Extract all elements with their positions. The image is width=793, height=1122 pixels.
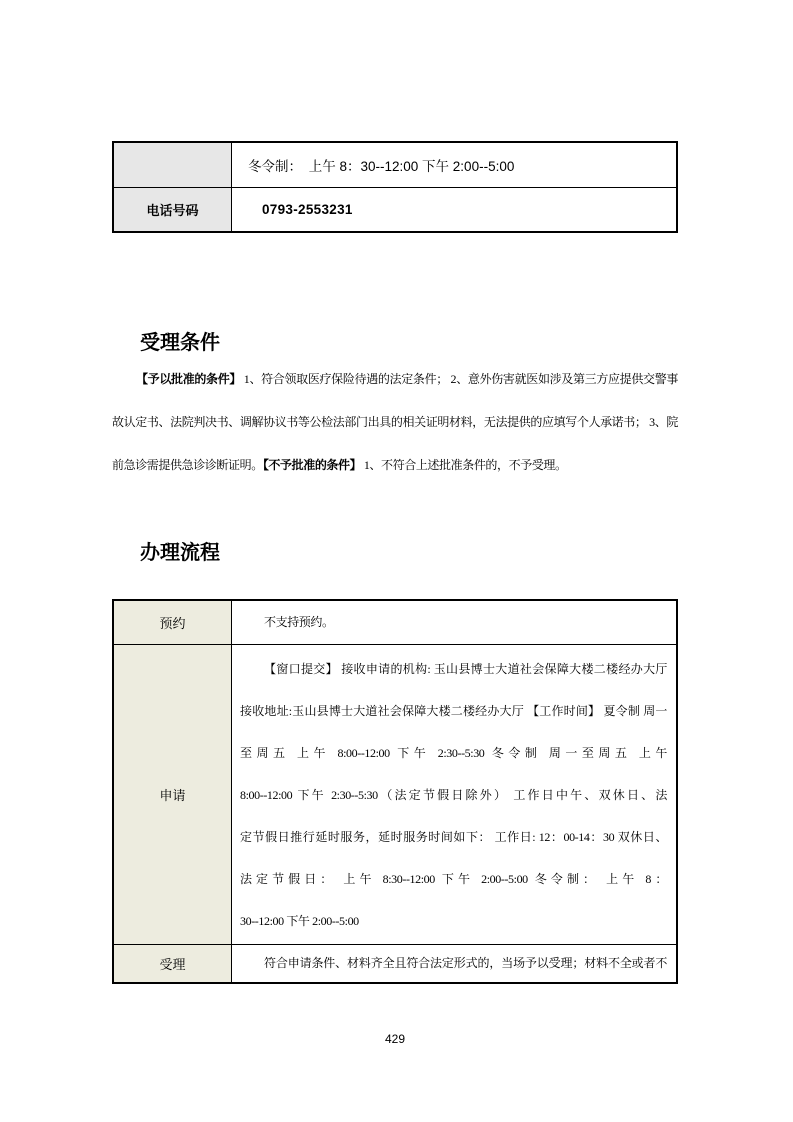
contact-info-table — [112, 141, 678, 233]
table-row-application — [113, 645, 677, 945]
phone-label-cell: 电话号码 — [113, 188, 232, 233]
section-heading-process: 办理流程 — [140, 542, 220, 564]
cell-line: 符合申请条件、材料齐全且符合法定形式的，当场予以受理；材料不全或者不 — [264, 956, 667, 970]
process-flow-table — [112, 599, 678, 984]
table-row-acceptance — [113, 945, 677, 984]
paragraph-text: 1、不符合上述批准条件的，不予受理。 — [361, 458, 567, 472]
cell-line: 法定节假日： 上午 8:30--12:00 下午 2:00--5:00 冬令制： 上午 8： — [240, 872, 667, 886]
paragraph-line — [112, 358, 678, 401]
cell-line: 30--12:00 下午 2:00--5:00 — [240, 914, 359, 928]
paragraph-text: 故认定书、法院判决书、调解协议书等公检法部门出具的相关证明材料，无法提供的应填写个人承诺书； 3、院 — [112, 415, 678, 429]
winter-hours-value: 冬令制： 上午 8：30--12:00 下午 2:00--5:00 — [232, 142, 678, 188]
table-row-reservation — [113, 600, 677, 645]
rejection-conditions-label: 【不予批准的条件】 — [262, 458, 362, 472]
table-row — [113, 142, 677, 188]
page-number: 429 — [384, 1032, 406, 1046]
approval-conditions-label: 【予以批准的条件】 — [136, 372, 242, 386]
acceptance-label-cell: 受理 — [113, 945, 232, 984]
empty-label-cell — [113, 142, 232, 188]
application-label-cell: 申请 — [113, 645, 232, 945]
paragraph-line — [112, 444, 678, 487]
cell-line: 不支持预约。 — [264, 615, 334, 629]
cell-line: 8:00--12:00 下午 2:30--5:30（法定节假日除外） 工作日中午、双休日、法 — [240, 788, 667, 802]
cell-line: 【窗口提交】 接收申请的机构: 玉山县博士大道社会保障大楼二楼经办大厅 — [264, 662, 667, 676]
acceptance-value-cell — [232, 945, 678, 984]
cell-line: 接收地址:玉山县博士大道社会保障大楼二楼经办大厅 【工作时间】 夏令制 周一 — [240, 704, 667, 718]
cell-line: 至周五 上午 8:00--12:00 下午 2:30--5:30 冬令制 周一至周五 上午 — [240, 746, 667, 760]
acceptance-conditions-paragraph — [112, 358, 678, 487]
paragraph-line — [112, 401, 678, 444]
phone-number-value: 0793-2553231 — [232, 188, 678, 233]
reservation-value-cell — [232, 600, 678, 645]
paragraph-text: 1、符合领取医疗保险待遇的法定条件； 2、意外伤害就医如涉及第三方应提供交警事 — [241, 372, 678, 386]
section-heading-acceptance: 受理条件 — [140, 332, 220, 354]
reservation-label-cell: 预约 — [113, 600, 232, 645]
cell-line: 定节假日推行延时服务，延时服务时间如下： 工作日: 12：00-14：30 双休日、 — [240, 830, 667, 844]
document-content — [112, 0, 678, 1046]
paragraph-text: 前急诊需提供急诊诊断证明。 — [112, 458, 263, 472]
application-value-cell — [232, 645, 678, 945]
table-row — [113, 188, 677, 233]
